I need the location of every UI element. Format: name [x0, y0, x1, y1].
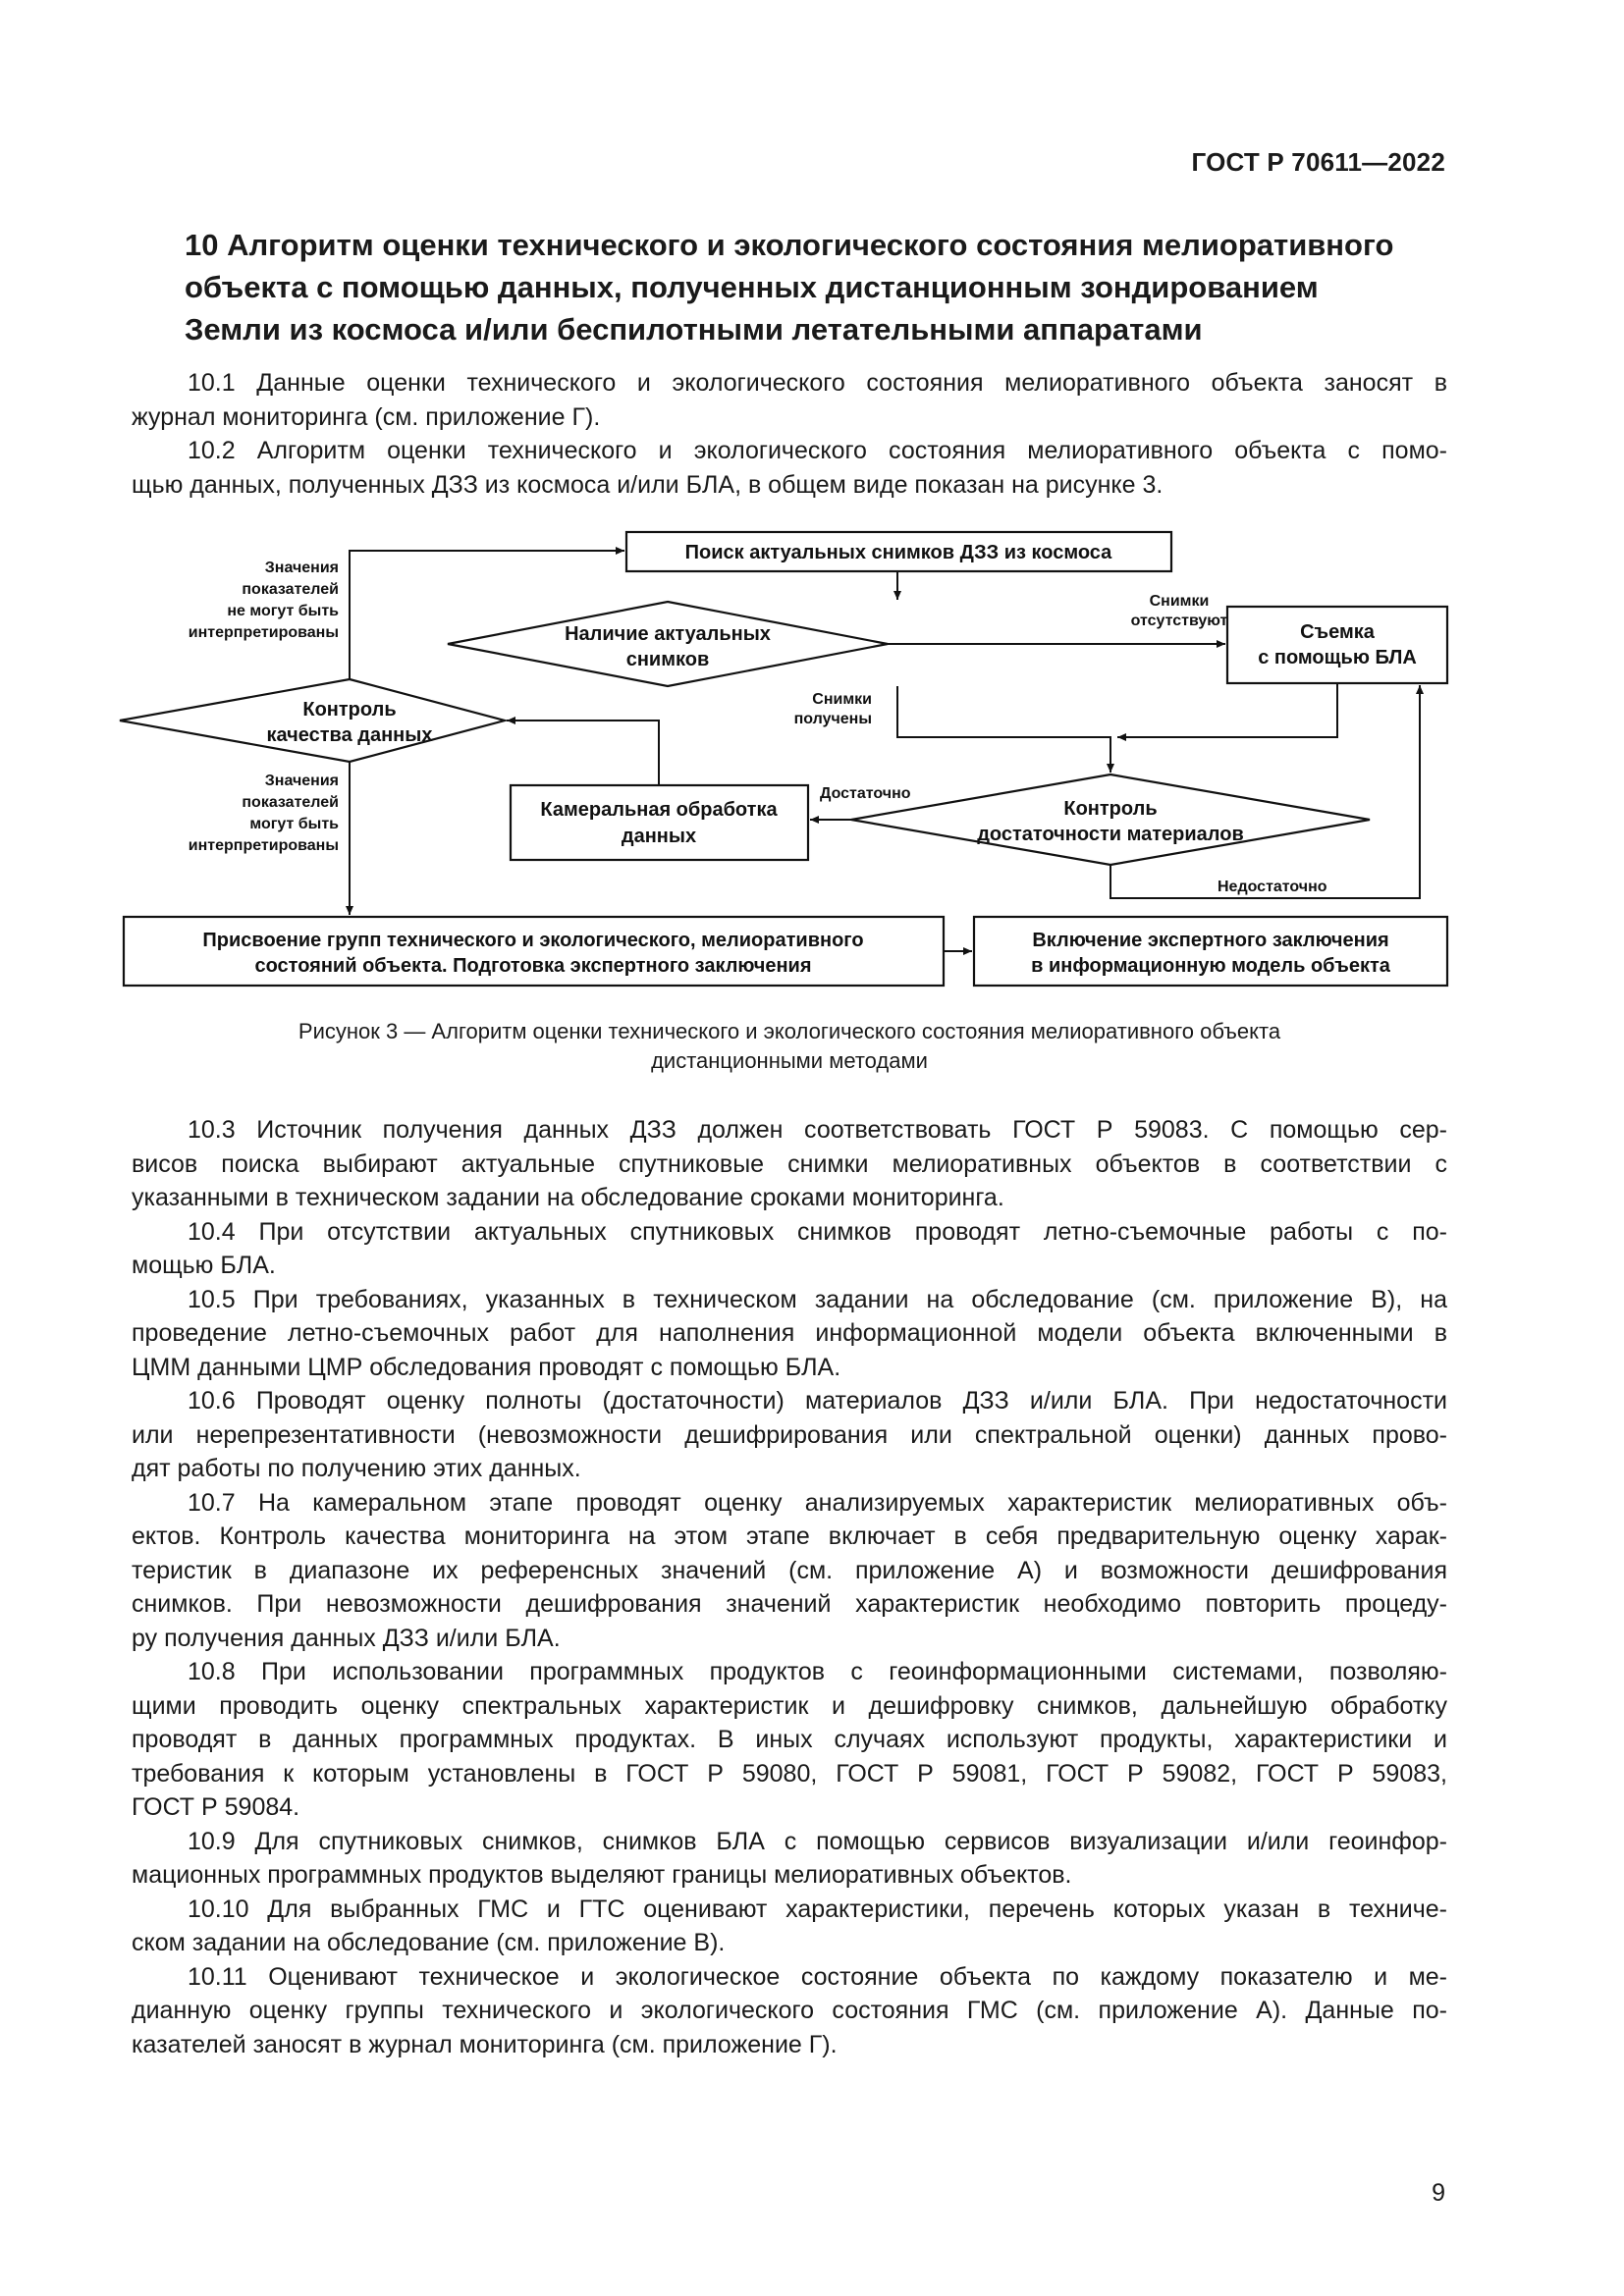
text-line: 10.5 При требованиях, указанных в техническом задании на обследование (см. приложение В), на [188, 1285, 1447, 1313]
text-line: снимков. При невозможности дешифрования значений характеристик необходимо повторить процеду- [132, 1590, 1447, 1618]
images-received-label: Снимки [812, 691, 872, 708]
arrow-quality-to-search [350, 551, 624, 679]
text-line: ектов. Контроль качества мониторинга на этом этапе включает в себя предварительную оценку харак- [132, 1522, 1447, 1550]
text-line: требования к которым установлены в ГОСТ Р 59080, ГОСТ Р 59081, ГОСТ Р 59082, ГОСТ Р 59083, [132, 1759, 1447, 1788]
main-text [132, 1113, 1447, 2061]
not-interpretable-label: не могут быть [227, 603, 339, 619]
text-line: 10.8 При использовании программных продуктов с геоинформационными системами, позволяю- [188, 1658, 1447, 1685]
images-absent-label: Снимки [1149, 593, 1210, 610]
text-line: казателей заносят в журнал мониторинга (см. приложение Г). [132, 2030, 838, 2058]
text-line: дят работы по получению этих данных. [132, 1455, 581, 1482]
section-heading [185, 224, 1451, 350]
quality-label: Контроль [302, 699, 397, 721]
page-number: 9 [1432, 2179, 1445, 2207]
arrow-uav-down [1117, 683, 1337, 737]
sufficiency-label: Контроль [1063, 798, 1158, 820]
text-line: проводят в данных программных продуктах. В иных случаях используют продукты, характеристики и [132, 1726, 1447, 1753]
caption-line: Рисунок 3 — Алгоритм оценки технического и экологического состояния мелиоративного объекта [298, 1019, 1281, 1043]
images-absent-label: отсутствуют [1130, 613, 1228, 629]
uav-label: с помощью БЛА [1258, 647, 1417, 668]
text-line: ЦММ данными ЦМР обследования проводят с помощью БЛА. [132, 1353, 841, 1381]
processing-label: Камеральная обработка [540, 799, 778, 821]
heading-line: Земли из космоса и/или беспилотными летательными аппаратами [185, 312, 1203, 347]
text-line: теристик в диапазоне их референсных значений (см. приложение А) и возможности дешифрования [132, 1556, 1447, 1584]
sufficiency-label: достаточности материалов [977, 824, 1244, 845]
text-line: 10.9 Для спутниковых снимков, снимков БЛА с помощью сервисов визуализации и/или геоинфор- [188, 1827, 1447, 1855]
text-line: 10.4 При отсутствии актуальных спутниковых снимков проводят летно-съемочные работы с по- [188, 1217, 1447, 1246]
document-code: ГОСТ Р 70611—2022 [1191, 147, 1445, 177]
not-interpretable-label: показателей [242, 581, 339, 598]
text-line: мощью БЛА. [132, 1252, 276, 1279]
text-line: ском задании на обследование (см. приложение В). [132, 1929, 726, 1956]
assign-label: состояний объекта. Подготовка экспертного заключения [254, 955, 812, 977]
text-line: 10.10 Для выбранных ГМС и ГТС оценивают характеристики, перечень которых указан в техниче- [188, 1895, 1447, 1923]
include-label: Включение экспертного заключения [1032, 930, 1389, 951]
text-line: висов поиска выбирают актуальные спутниковые снимки мелиоративных объектов в соответствии с [132, 1149, 1447, 1178]
text-line: 10.6 Проводят оценку полноты (достаточности) материалов ДЗЗ и/или БЛА. При недостаточности [188, 1387, 1447, 1415]
text-line: 10.7 На камеральном этапе проводят оценку анализируемых характеристик мелиоративных объ- [188, 1488, 1447, 1517]
arrow-insufficient-to-uav [1110, 685, 1420, 898]
not-interpretable-label: Значения [264, 560, 339, 576]
uav-label: Съемка [1300, 621, 1375, 643]
text-line: указанными в техническом задании на обследование сроками мониторинга. [132, 1184, 1004, 1211]
text-line: 10.11 Оценивают техническое и экологическое состояние объекта по каждому показателю и ме- [188, 1962, 1447, 1991]
arrow-processing-to-quality [507, 721, 659, 785]
arrow-availability-down [897, 686, 1110, 773]
availability-label: Наличие актуальных [565, 623, 771, 645]
sufficient-label: Достаточно [820, 785, 911, 802]
flowchart-figure-3 [116, 518, 1461, 999]
text-line: журнал мониторинга (см. приложение Г). [132, 402, 601, 431]
intro-text [132, 366, 1447, 502]
include-label: в информационную модель объекта [1031, 955, 1390, 977]
interpretable-label: показателей [242, 794, 339, 811]
text-line: или нерепрезентативности (невозможности дешифрирования или спектральной оценки) данных прово- [132, 1420, 1447, 1449]
caption-line: дистанционными методами [651, 1048, 928, 1073]
heading-line: объекта с помощью данных, полученных дистанционным зондированием [185, 270, 1319, 304]
images-received-label: получены [793, 711, 872, 727]
text-line: проведение летно-съемочных работ для наполнения информационной модели объекта включенными в [132, 1319, 1447, 1347]
interpretable-label: Значения [264, 773, 339, 789]
text-line: 10.1 Данные оценки технического и экологического состояния мелиоративного объекта заносят в [188, 369, 1447, 397]
text-line: мационных программных продуктов выделяют границы мелиоративных объектов. [132, 1861, 1072, 1889]
quality-diamond [120, 679, 505, 762]
text-line: щью данных, полученных ДЗЗ из космоса и/или БЛА, в общем виде показан на рисунке 3. [132, 470, 1164, 499]
text-line: дианную оценку группы технического и экологического состояния ГМС (см. приложение А). Данные по- [132, 1997, 1447, 2024]
heading-line: 10 Алгоритм оценки технического и экологического состояния мелиоративного [185, 228, 1394, 262]
processing-box [511, 785, 808, 860]
interpretable-label: интерпретированы [188, 837, 339, 854]
not-interpretable-label: интерпретированы [188, 624, 339, 641]
uav-box [1227, 607, 1447, 683]
text-line: ру получения данных ДЗЗ и/или БЛА. [132, 1624, 561, 1652]
quality-label: качества данных [266, 724, 433, 746]
text-line: ГОСТ Р 59084. [132, 1793, 300, 1821]
text-line: щими проводить оценку спектральных характеристик и дешифровку снимков, дальнейшую обработку [132, 1691, 1447, 1720]
text-line: 10.2 Алгоритм оценки технического и экологического состояния мелиоративного объекта с помо- [188, 437, 1447, 464]
interpretable-label: могут быть [249, 816, 339, 832]
figure-caption [132, 1017, 1447, 1076]
availability-label: снимков [625, 649, 710, 670]
processing-label: данных [621, 826, 697, 847]
insufficient-label: Недостаточно [1218, 879, 1327, 895]
assign-label: Присвоение групп технического и экологического, мелиоративного [202, 930, 864, 951]
search-label: Поиск актуальных снимков ДЗЗ из космоса [684, 542, 1112, 563]
text-line: 10.3 Источник получения данных ДЗЗ должен соответствовать ГОСТ Р 59083. С помощью сер- [188, 1116, 1447, 1144]
sufficiency-diamond [851, 774, 1370, 865]
